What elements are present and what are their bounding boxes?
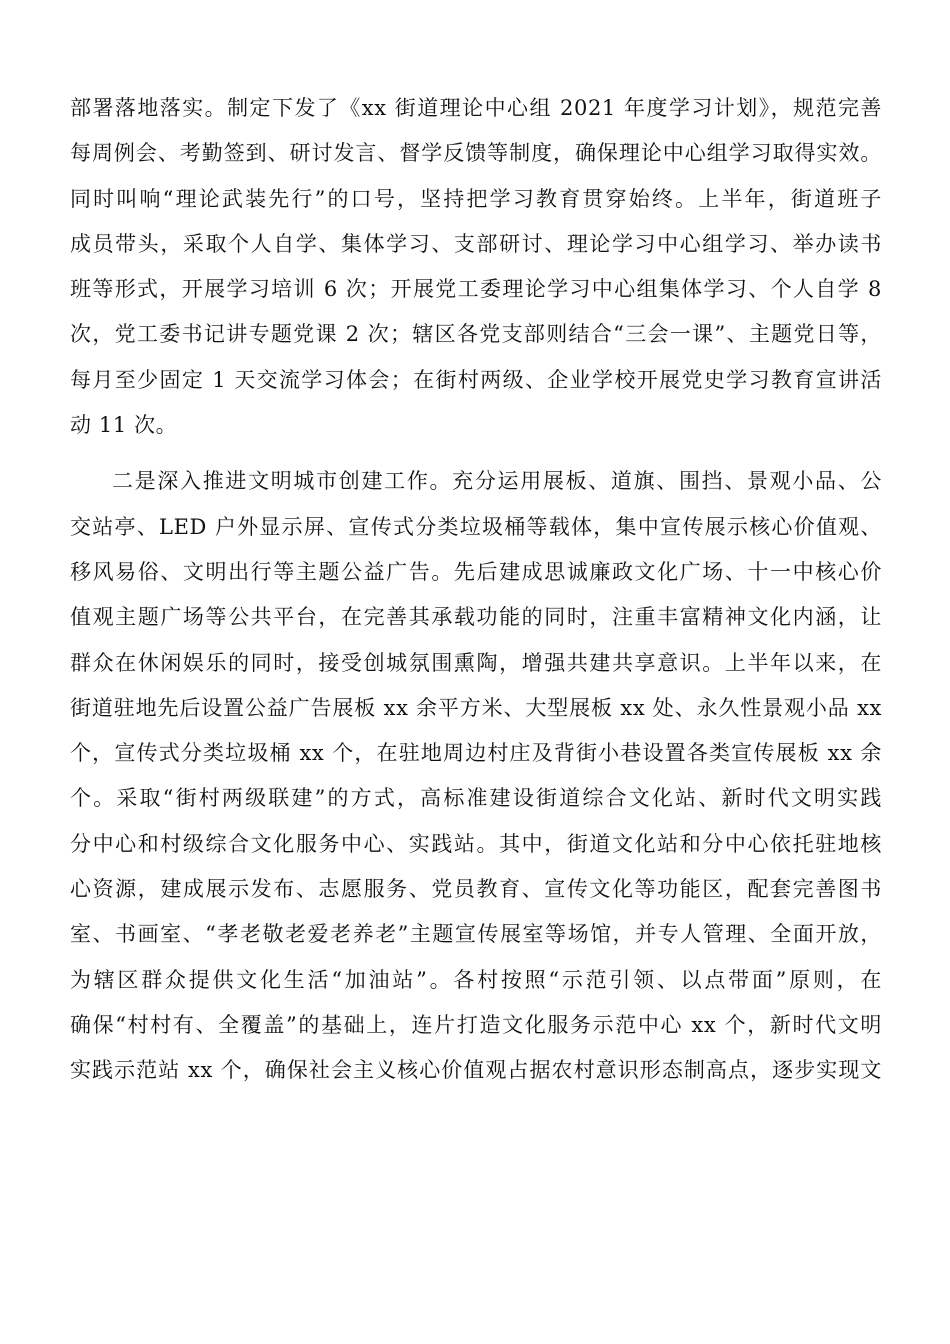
paragraph-line: 次，党工委书记讲专题党课 2 次；辖区各党支部则结合“三会一课”、主题党日等， (70, 322, 882, 347)
paragraph-line: 分中心和村级综合文化服务中心、实践站。其中，街道文化站和分中心依托驻地核 (70, 831, 882, 856)
paragraph-line: 值观主题广场等公共平台，在完善其承载功能的同时，注重丰富精神文化内涵，让 (70, 605, 882, 630)
paragraph-2 (70, 459, 882, 1093)
paragraph-line: 移风易俗、文明出行等主题公益广告。先后建成思诚廉政文化广场、十一中核心价 (70, 559, 882, 584)
paragraph-line: 确保“村村有、全覆盖”的基础上，连片打造文化服务示范中心 xx 个，新时代文明 (70, 1012, 882, 1037)
document-body (70, 86, 882, 1094)
paragraph-line: 同时叫响“理论武装先行”的口号，坚持把学习教育贯穿始终。上半年，街道班子 (70, 186, 882, 211)
paragraph-line: 个，宣传式分类垃圾桶 xx 个，在驻地周边村庄及背街小巷设置各类宣传展板 xx 余 (70, 741, 882, 766)
paragraph-line: 群众在休闲娱乐的同时，接受创城氛围熏陶，增强共建共享意识。上半年以来，在 (70, 650, 882, 675)
paragraph-line: 成员带头，采取个人自学、集体学习、支部研讨、理论学习中心组学习、举办读书 (70, 231, 882, 256)
paragraph-line: 班等形式，开展学习培训 6 次；开展党工委理论学习中心组集体学习、个人自学 8 (70, 277, 882, 302)
paragraph-line: 实践示范站 xx 个，确保社会主义核心价值观占据农村意识形态制高点，逐步实现文 (70, 1058, 882, 1083)
paragraph-line: 心资源，建成展示发布、志愿服务、党员教育、宣传文化等功能区，配套完善图书 (70, 877, 882, 902)
paragraph-line: 为辖区群众提供文化生活“加油站”。各村按照“示范引领、以点带面”原则，在 (70, 967, 882, 992)
paragraph-spacing (70, 448, 882, 459)
paragraph-line: 二是深入推进文明城市创建工作。充分运用展板、道旗、围挡、景观小品、公 (112, 469, 882, 494)
paragraph-line: 街道驻地先后设置公益广告展板 xx 余平方米、大型展板 xx 处、永久性景观小品 xx (70, 695, 882, 720)
paragraph-line: 部署落地落实。制定下发了《xx 街道理论中心组 2021 年度学习计划》，规范完善 (70, 96, 882, 120)
paragraph-line: 每周例会、考勤签到、研讨发言、督学反馈等制度，确保理论中心组学习取得实效。 (70, 141, 882, 166)
paragraph-line: 室、书画室、“孝老敬老爱老养老”主题宣传展室等场馆，并专人管理、全面开放， (70, 922, 882, 947)
paragraph-line: 动 11 次。 (70, 413, 178, 438)
paragraph-1 (70, 86, 882, 448)
paragraph-line: 交站亭、LED 户外显示屏、宣传式分类垃圾桶等载体，集中宣传展示核心价值观、 (70, 514, 882, 539)
paragraph-line: 个。采取“街村两级联建”的方式，高标准建设街道综合文化站、新时代文明实践 (70, 786, 882, 811)
paragraph-line: 每月至少固定 1 天交流学习体会；在街村两级、企业学校开展党史学习教育宣讲活 (70, 367, 882, 392)
